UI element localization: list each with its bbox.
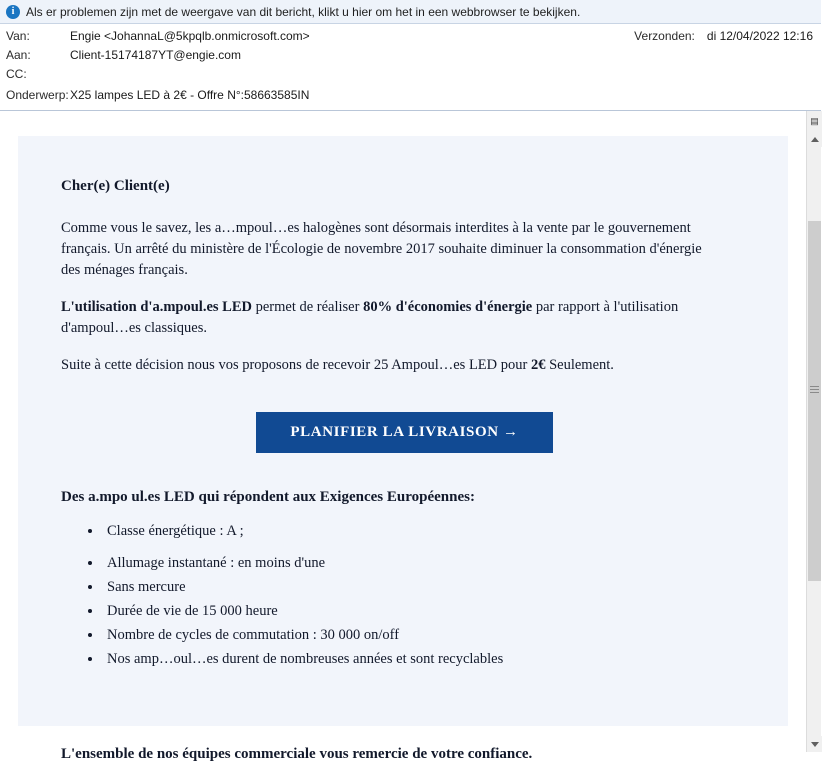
email-body [18,136,788,762]
info-icon: i [6,5,20,19]
scroll-grip-icon [810,386,819,387]
paragraph-3-tail: Seulement. [545,356,614,373]
greeting: Cher(e) Client(e) [61,178,170,194]
infobar-text: Als er problemen zijn met de weergave van dit bericht, klikt u hier om het in een webbrowser te bekijken. [26,4,581,19]
scroll-down-arrow-icon[interactable] [807,736,822,752]
to-row [0,47,821,66]
paragraph-2 [61,297,721,339]
closing-line: L'ensemble de nos équipes commerciale vous remercie de votre confiance. [61,745,533,762]
to-label: Aan: [6,48,31,62]
pane-options-icon[interactable]: ▤ [807,111,822,131]
cc-label: CC: [6,67,27,81]
list-item: • Allumage instantané : en moins d'une [103,553,748,574]
list-item: • Sans mercure [103,577,748,598]
email-header [0,24,821,111]
paragraph-2-tail: par rapport à l'utilisation d'ampoul…es classiques. [61,298,679,336]
list-item: • Nombre de cycles de commutation : 30 000 on/off [103,625,748,646]
from-label: Van: [6,29,30,43]
plan-delivery-button[interactable]: PLANIFIER LA LIVRAISON → [256,412,552,453]
paragraph-1: Comme vous le savez, les a…mpoul…es halogènes sont désormais interdites à la vente par le gouvernement français. Un arrêté du ministère de l'Écologie de novembre 2017 souhaite diminuer la consommation d'énergie des ménages français. [61,219,702,278]
to-value[interactable]: Client-15174187YT@engie.com [70,48,241,62]
paragraph-3-lead: Suite à cette décision nous vos proposons de recevoir 25 Ampoul…es LED pour [61,356,531,373]
paragraph-3-price: 2€ [530,356,546,373]
subject-value: X25 lampes LED à 2€ - Offre N°:58663585IN [70,88,310,102]
features-heading: Des a.mpo ul.es LED qui répondent aux Exigences Européennes: [61,488,475,505]
paragraph-2-bold-lead: L'utilisation d'a.mpoul.es LED [61,298,252,315]
sent-value: di 12/04/2022 12:16 [706,29,813,43]
paragraph-2-bold-stat: 80% d'économies d'énergie [363,298,533,315]
scroll-thumb[interactable] [808,221,821,581]
reading-pane [0,111,806,762]
cta-container [61,412,748,453]
subject-label: Onderwerp: [6,88,69,102]
sent-block [634,29,813,43]
list-item: • Durée de vie de 15 000 heure [103,601,748,622]
external-view-infobar[interactable] [0,0,821,24]
features-list [61,521,748,670]
vertical-scrollbar[interactable] [806,111,821,752]
scroll-up-arrow-icon[interactable] [807,131,822,147]
cc-row [0,66,821,85]
sent-label: Verzonden: [634,29,695,43]
subject-row [0,85,821,111]
reading-pane-wrapper [0,111,821,762]
paragraph-2-mid: permet de réaliser [251,298,364,315]
paragraph-3 [61,355,721,376]
list-item: • Classe énergétique : A ; [103,521,748,542]
list-item: • Nos amp…oul…es durent de nombreuses années et sont recyclables [103,649,748,670]
from-value[interactable]: Engie <JohannaL@5kpqlb.onmicrosoft.com> [70,29,310,43]
